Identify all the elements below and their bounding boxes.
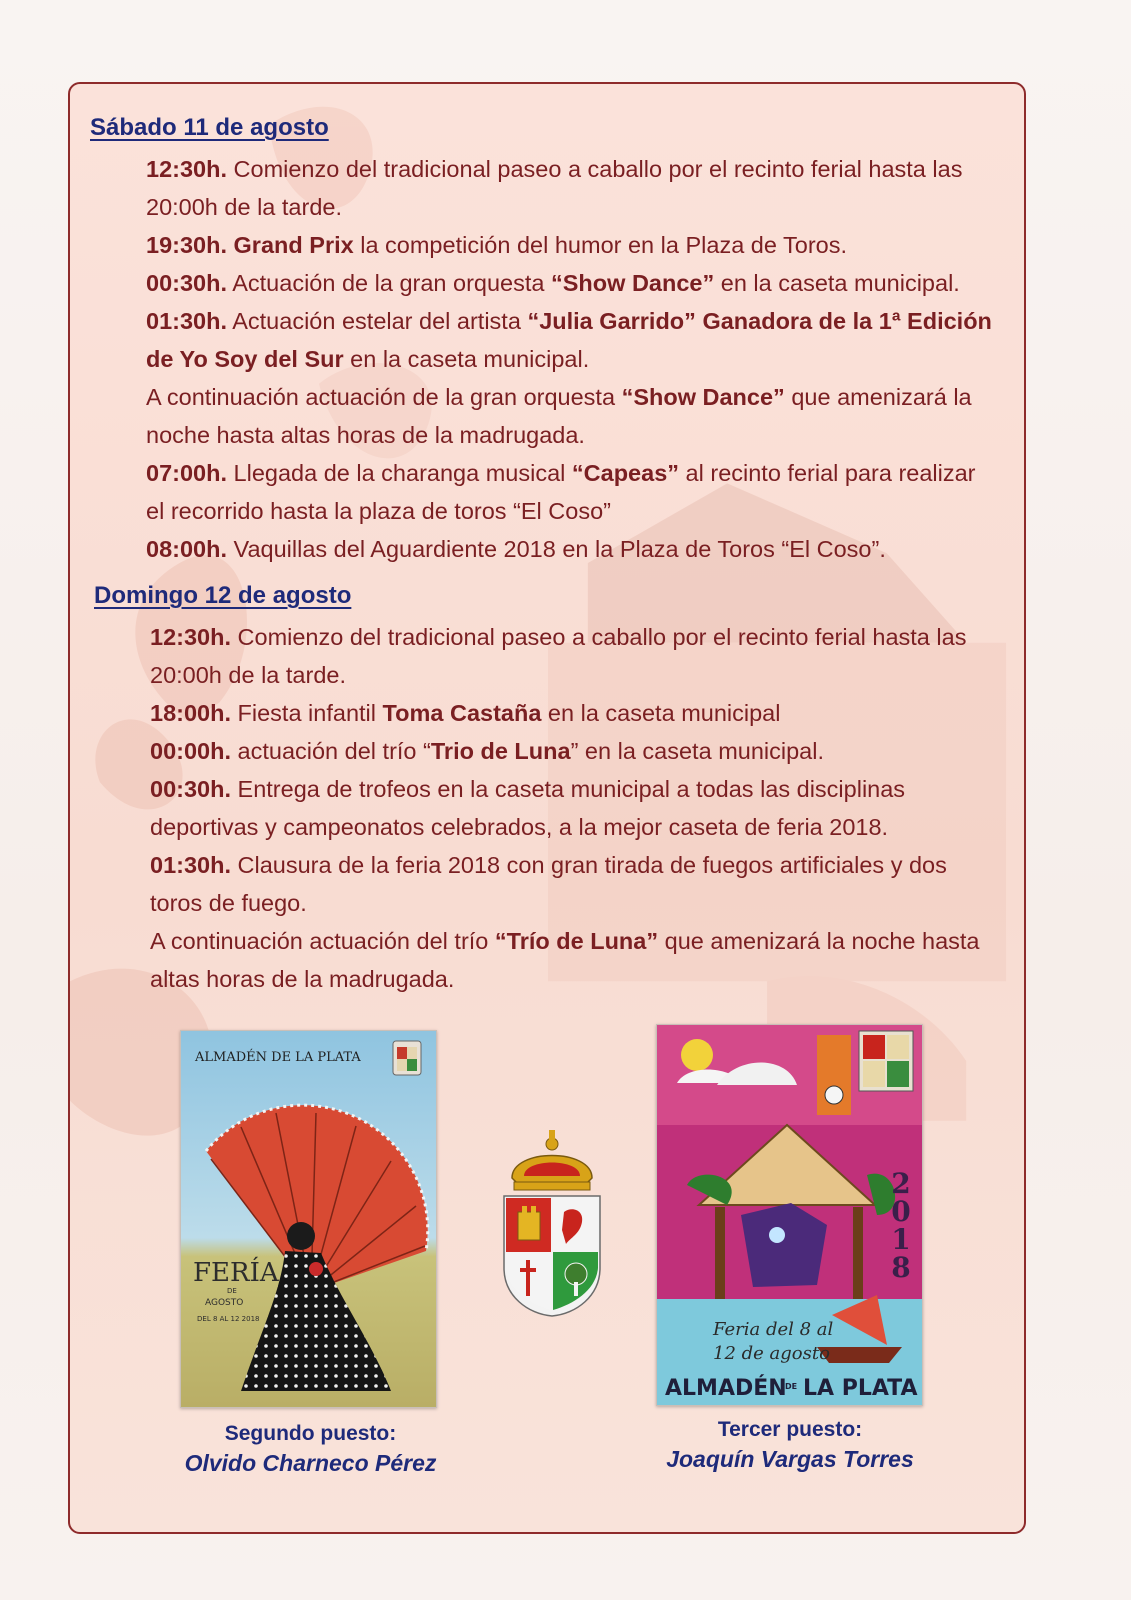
event-time: 08:00h. xyxy=(146,536,227,562)
svg-text:Feria del 8 al: Feria del 8 al xyxy=(713,1319,834,1340)
day-heading-saturday: Sábado 11 de agosto xyxy=(90,114,329,141)
event-highlight: Toma Castaña xyxy=(382,700,542,726)
svg-text:8: 8 xyxy=(891,1251,911,1284)
event-text: en la caseta municipal. xyxy=(714,270,960,296)
poster-tercer-puesto xyxy=(656,1024,923,1406)
caption-label: Segundo puesto: xyxy=(224,1422,397,1445)
svg-text:2: 2 xyxy=(891,1167,911,1200)
event-text: al recinto ferial para realizar xyxy=(679,460,976,486)
event-item-continuation: 20:00h de la tarde. xyxy=(146,194,342,220)
event-text: Clausura de la feria 2018 con gran tirada de fuegos artificiales y dos xyxy=(231,852,947,878)
event-text: Fiesta infantil xyxy=(231,700,383,726)
event-text: en la caseta municipal xyxy=(541,700,781,726)
caption-name: Olvido Charneco Pérez xyxy=(184,1450,437,1476)
event-time: 01:30h. xyxy=(146,308,227,334)
event-time: 19:30h. xyxy=(146,232,227,258)
event-item xyxy=(150,770,1020,808)
event-time: 07:00h. xyxy=(146,460,227,486)
fan-dancer-illustration xyxy=(181,1031,436,1407)
event-text: Llegada de la charanga musical xyxy=(227,460,572,486)
event-item-continuation: deportivas y campeonatos celebrados, a la mejor caseta de feria 2018. xyxy=(150,814,889,840)
caption-segundo-puesto xyxy=(168,1422,453,1477)
event-text: noche hasta altas horas de la madrugada. xyxy=(146,422,585,448)
event-text: que amenizará la noche hasta xyxy=(658,928,980,954)
event-item-continuation: toros de fuego. xyxy=(150,890,307,916)
svg-text:ALMADÉN: ALMADÉN xyxy=(665,1376,787,1401)
caption-label: Tercer puesto: xyxy=(717,1418,863,1441)
program-panel xyxy=(68,82,1026,1534)
event-item xyxy=(146,492,1016,530)
event-item xyxy=(146,378,1016,416)
event-highlight: “Show Dance” xyxy=(551,270,715,296)
event-time: 18:00h. xyxy=(150,700,231,726)
event-text: Entrega de trofeos en la caseta municipal a todas las disciplinas xyxy=(231,776,906,802)
event-text: Comienzo del tradicional paseo a caballo por el recinto ferial hasta las xyxy=(231,624,967,650)
event-time: 00:30h. xyxy=(150,776,231,802)
event-item xyxy=(150,960,1020,998)
event-text: Actuación estelar del artista xyxy=(227,308,528,334)
feria-collage-illustration xyxy=(657,1025,922,1405)
event-highlight: “Show Dance” xyxy=(621,384,785,410)
event-text: Comienzo del tradicional paseo a caballo por el recinto ferial hasta las xyxy=(227,156,963,182)
event-text: en la caseta municipal. xyxy=(343,346,590,372)
event-time: 00:00h. xyxy=(150,738,231,764)
saturday-events-list xyxy=(146,150,1016,568)
caption-name: Joaquín Vargas Torres xyxy=(666,1446,914,1472)
svg-text:AGOSTO: AGOSTO xyxy=(205,1298,244,1308)
event-highlight: Trio de Luna xyxy=(430,738,571,764)
event-highlight: Grand Prix xyxy=(233,232,354,258)
svg-text:0: 0 xyxy=(891,1195,911,1228)
event-item xyxy=(146,454,1016,492)
event-text: ” en la caseta municipal. xyxy=(570,738,824,764)
poster-segundo-puesto xyxy=(180,1030,437,1408)
event-text: Vaquillas del Aguardiente 2018 en la Plaza de Toros “El Coso”. xyxy=(227,536,886,562)
event-item xyxy=(150,618,1020,656)
event-item xyxy=(146,226,1016,264)
event-item xyxy=(150,922,1020,960)
event-text: que amenizará la xyxy=(784,384,972,410)
event-highlight: de Yo Soy del Sur xyxy=(146,346,344,372)
event-text: altas horas de la madrugada. xyxy=(150,966,455,992)
day-heading-sunday: Domingo 12 de agosto xyxy=(94,582,352,609)
event-highlight: “Capeas” xyxy=(571,460,680,486)
event-item xyxy=(146,530,1016,568)
svg-text:ALMADÉN DE LA PLATA: ALMADÉN DE LA PLATA xyxy=(195,1050,361,1065)
svg-text:LA PLATA: LA PLATA xyxy=(803,1376,918,1401)
event-item xyxy=(146,416,1016,454)
event-time: 00:30h. xyxy=(146,270,227,296)
event-item-continuation: 20:00h de la tarde. xyxy=(150,662,346,688)
event-time: 01:30h. xyxy=(150,852,231,878)
event-text: Actuación de la gran orquesta xyxy=(227,270,551,296)
event-item xyxy=(150,846,1020,884)
svg-text:DE: DE xyxy=(227,1287,237,1295)
event-highlight: “Julia Garrido” Ganadora de la 1ª Edición xyxy=(527,308,992,334)
event-text: A continuación actuación de la gran orquesta xyxy=(146,384,622,410)
event-text: A continuación actuación del trío xyxy=(150,928,495,954)
event-item xyxy=(146,340,1016,378)
coat-of-arms-logo xyxy=(494,1118,610,1318)
event-item xyxy=(146,150,1016,188)
event-text: la competición del humor en la Plaza de Toros. xyxy=(353,232,848,258)
svg-text:FERÍA: FERÍA xyxy=(193,1258,279,1288)
event-highlight: “Trío de Luna” xyxy=(494,928,659,954)
svg-text:DEL 8 AL 12 2018: DEL 8 AL 12 2018 xyxy=(197,1315,260,1323)
event-text: el recorrido hasta la plaza de toros “El Coso” xyxy=(146,498,611,524)
svg-text:DE: DE xyxy=(785,1382,798,1391)
svg-text:12 de agosto: 12 de agosto xyxy=(713,1343,830,1364)
svg-text:1: 1 xyxy=(891,1223,911,1256)
event-item xyxy=(146,302,1016,340)
caption-tercer-puesto xyxy=(640,1418,940,1473)
event-item xyxy=(146,264,1016,302)
event-time: 12:30h. xyxy=(150,624,231,650)
event-time: 12:30h. xyxy=(146,156,227,182)
event-item xyxy=(150,732,1020,770)
sunday-events-list xyxy=(150,618,1020,998)
event-item xyxy=(150,694,1020,732)
event-text: actuación del trío “ xyxy=(231,738,431,764)
